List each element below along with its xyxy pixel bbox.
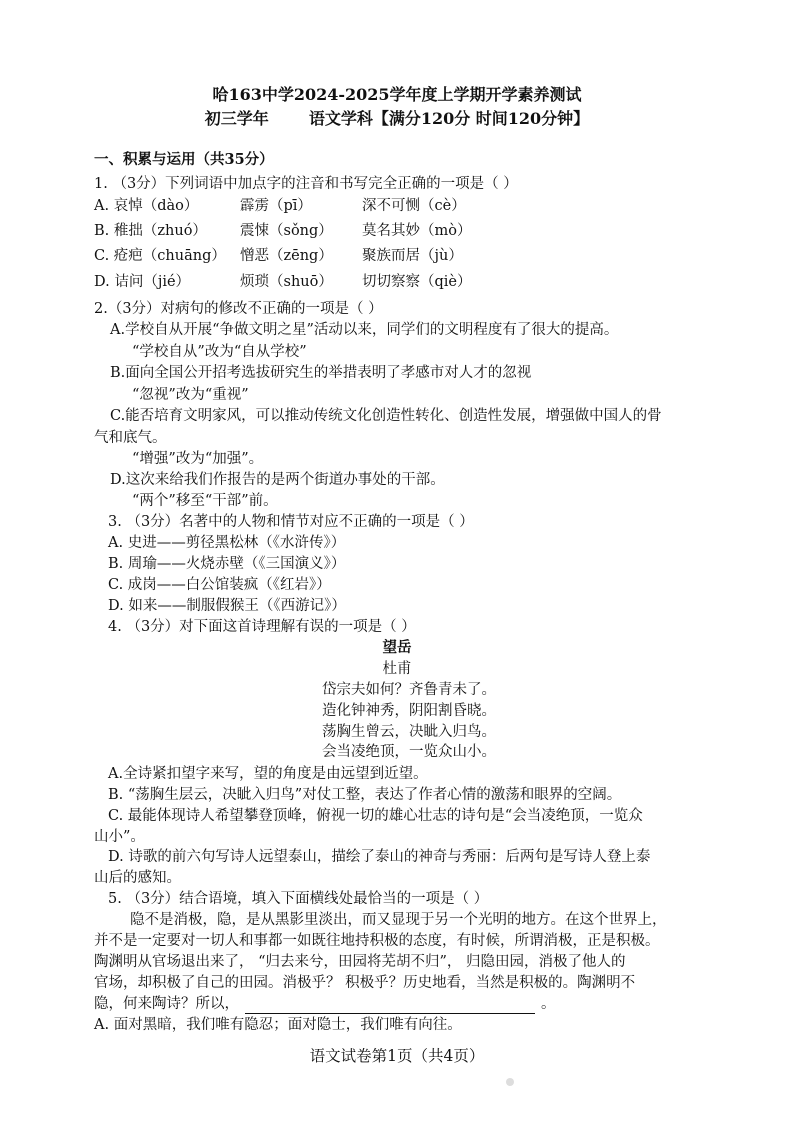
poem-line: 岱宗夫如何？齐鲁青未了。 (322, 682, 496, 698)
q5-passage-line: 陶渊明从官场退出来了， “归去来兮，田园将芜胡不归”， 归隐田园，消极了他人的 (94, 954, 626, 970)
q3-option: A. 史进——剪径黑松林（《水浒传》） (108, 535, 346, 551)
section-heading: 一、积累与运用（共35分） (94, 151, 274, 168)
q1-stem: 1. （3分）下列词语中加点字的注音和书写完全正确的一项是（ ） (94, 176, 518, 192)
q2-line: “学校自从”改为“自从学校” (132, 344, 307, 360)
poem-title: 望岳 (382, 639, 412, 656)
exam-title: 哈163中学2024-2025学年度上学期开学素养测试 (212, 85, 582, 104)
q2-line: “两个”移至“干部”前。 (132, 493, 278, 509)
poem-line: 造化钟神秀，阴阳割昏晓。 (322, 703, 496, 719)
q4-option: B. “荡胸生层云，决眦入归鸟”对仗工整，表达了作者心情的激荡和眼界的空阔。 (108, 787, 622, 803)
q5-passage-last-line (94, 994, 556, 1014)
q3-option: B. 周瑜——火烧赤壁（《三国演义》） (108, 556, 346, 572)
q3-stem: 3. （3分）名著中的人物和情节对应不正确的一项是（ ） (108, 514, 474, 530)
q5-passage-line: 隐，何来陶诗？所以， (94, 996, 239, 1012)
q1-cell: A. 哀悼（dào） (94, 198, 199, 214)
q5-passage-line: 官场，却积极了自己的田园。消极乎？ 积极乎？历史地看，当然是积极的。陶渊明不 (94, 975, 636, 991)
q2-line: “增强”改为“加强”。 (132, 451, 264, 467)
q1-cell: 震悚（sǒng） (240, 223, 333, 239)
poem-line: 会当凌绝顶，一览众山小。 (322, 744, 496, 760)
q1-cell: 莫名其妙（mò） (362, 223, 472, 239)
q1-cell: 霹雳（pī） (240, 198, 312, 214)
q5-option: A. 面对黑暗，我们唯有隐忍；面对隐士，我们唯有向往。 (94, 1017, 462, 1033)
poem-author: 杜甫 (382, 661, 412, 677)
grade-label: 初三学年 (204, 109, 269, 128)
q1-cell: 深不可恻（cè） (362, 198, 466, 214)
q5-stem: 5. （3分）结合语境，填入下面横线处最恰当的一项是（ ） (108, 891, 489, 907)
q2-line: A.学校自从开展“争做文明之星”活动以来，同学们的文明程度有了很大的提高。 (110, 322, 619, 338)
q4-stem: 4. （3分）对下面这首诗理解有误的一项是（ ） (108, 619, 416, 635)
q2-stem: 2.（3分）对病句的修改不正确的一项是（ ） (94, 301, 383, 317)
q2-line: B.面向全国公开招考选拔研究生的举措表明了孝感市对人才的忽视 (110, 365, 532, 381)
q4-option: 山小”。 (94, 829, 145, 845)
q1-cell: 切切察察（qiè） (362, 274, 472, 290)
q1-cell: 聚族而居（jù） (362, 248, 463, 264)
q2-line: 气和底气。 (94, 430, 167, 446)
q2-line: D.这次来给我们作报告的是两个街道办事处的干部。 (110, 472, 445, 488)
q4-option: A.全诗紧扣望字来写，望的角度是由远望到近望。 (108, 766, 428, 782)
q1-cell: C. 疮疤（chuāng） (94, 248, 226, 264)
q1-cell: B. 稚拙（zhuó） (94, 223, 207, 239)
poem-line: 荡胸生曾云，决眦入归鸟。 (322, 724, 496, 740)
q5-answer-blank[interactable] (245, 999, 535, 1014)
q1-cell: 憎恶（zēng） (240, 248, 333, 264)
q5-passage-line: 并不是一定要对一切人和事都一如既往地持积极的态度，有时候，所谓消极，正是积极。 (94, 933, 660, 949)
q5-passage-end: 。 (541, 996, 556, 1012)
q2-line: “忽视”改为“重视” (132, 387, 249, 403)
q4-option: C. 最能体现诗人希望攀登顶峰，俯视一切的雄心壮志的诗句是“会当凌绝顶，一览众 (108, 808, 643, 824)
exam-subtitle (0, 106, 794, 129)
q2-line: C.能否培育文明家风，可以推动传统文化创造性转化、创造性发展，增强做中国人的骨 (110, 408, 662, 424)
q1-cell: 烦琐（shuō） (240, 274, 333, 290)
page-footer: 语文试卷第1页（共4页） (309, 1047, 485, 1065)
q4-option: D. 诗歌的前六句写诗人远望泰山，描绘了泰山的神奇与秀丽：后两句是写诗人登上泰 (108, 849, 651, 865)
subject-label: 语文学科【满分120分 时间120分钟】 (308, 109, 590, 128)
q3-option: D. 如来——制服假猴王（《西游记》） (108, 598, 346, 614)
q3-option: C. 成岗——白公馆装疯（《红岩》） (108, 577, 331, 593)
q1-cell: D. 诘问（jié） (94, 274, 191, 290)
q4-option: 山后的感知。 (94, 870, 181, 886)
scan-mark (506, 1078, 514, 1086)
q5-passage-line: 隐不是消极，隐，是从黑影里淡出，而又显现于另一个光明的地方。在这个世界上， (130, 912, 667, 928)
